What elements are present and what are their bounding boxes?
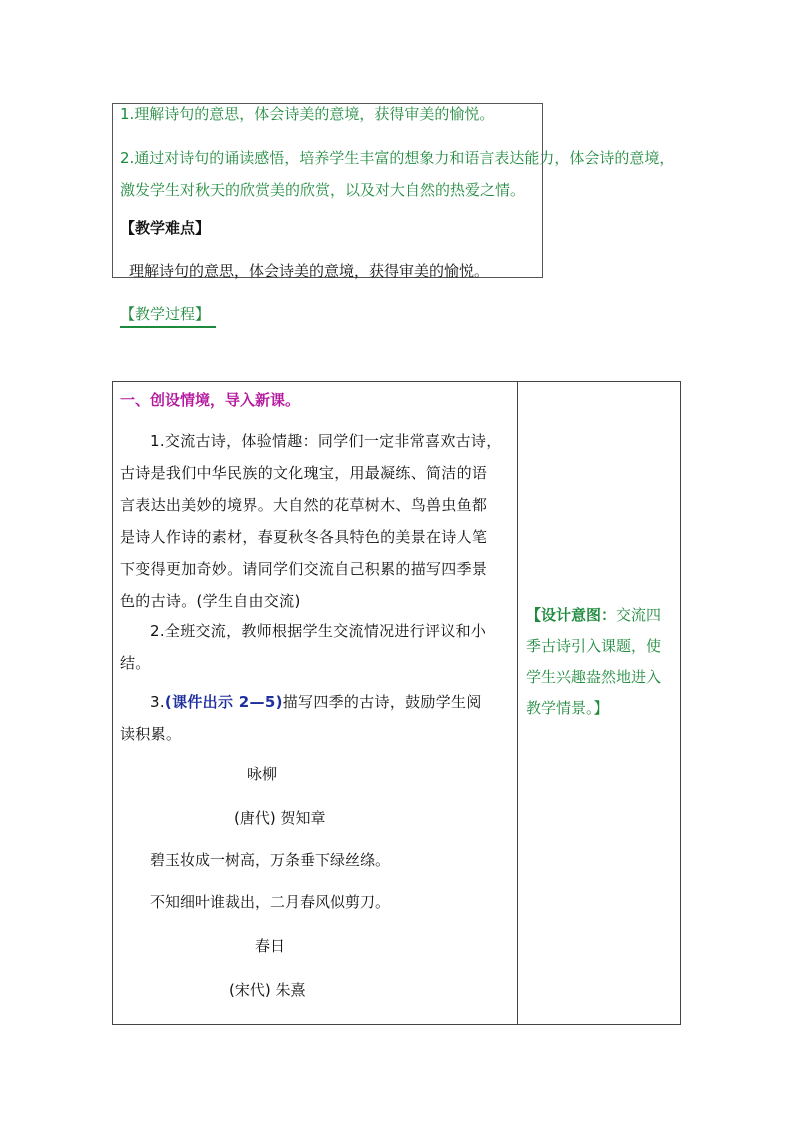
table-column-divider — [517, 381, 518, 1025]
step-3-number: 3. — [150, 693, 165, 711]
design-intent-line: 教学情景。】 — [526, 699, 609, 717]
courseware-reference: (课件出示 2—5) — [164, 693, 283, 711]
step-1-paragraph — [120, 425, 502, 617]
design-intent-label: 【设计意图： — [526, 606, 617, 624]
step-3-paragraph — [120, 686, 482, 750]
process-heading: 【教学过程】 — [120, 304, 216, 328]
poem-1-title: 咏柳 — [247, 765, 278, 783]
objective-item-2-line1: 2.通过对诗句的诵读感悟，培养学生丰富的想象力和语言表达能力，体会诗的意境， — [120, 149, 675, 167]
step-1-line: 是诗人作诗的素材，春夏秋冬各具特色的美景在诗人笔 — [120, 528, 488, 546]
design-intent-line: 【设计意图：交流四 — [526, 606, 662, 624]
poem-2-title: 春日 — [255, 937, 286, 955]
objective-item-2-line2: 激发学生对秋天的欣赏美的欣赏，以及对大自然的热爱之情。 — [120, 181, 526, 199]
poem-1-line-2: 不知细叶谁裁出，二月春风似剪刀。 — [150, 893, 391, 911]
step-1-line: 色的古诗。(学生自由交流) — [120, 592, 301, 610]
step-3-text: 描写四季的古诗，鼓励学生阅 — [282, 693, 482, 711]
design-intent-note — [526, 600, 661, 724]
step-1-line: 古诗是我们中华民族的文化瑰宝，用最凝练、简洁的语 — [120, 464, 488, 482]
poem-1-line-1: 碧玉妆成一树高，万条垂下绿丝绦。 — [150, 851, 391, 869]
difficulty-heading: 【教学难点】 — [120, 219, 211, 237]
design-intent-line: 学生兴趣盎然地进入 — [526, 668, 662, 686]
step-1-line: 言表达出美妙的境界。大自然的花草树木、鸟兽虫鱼都 — [120, 496, 488, 514]
step-3-line1 — [120, 686, 482, 718]
objective-item-1: 1.理解诗句的意思，体会诗美的意境，获得审美的愉悦。 — [120, 105, 495, 123]
poem-1-author: (唐代) 贺知章 — [234, 809, 326, 827]
design-intent-line: 季古诗引入课题，使 — [526, 637, 662, 655]
step-3-line2: 读积累。 — [120, 725, 182, 743]
step-2-line: 结。 — [120, 654, 151, 672]
poem-2-author: (宋代) 朱熹 — [229, 981, 306, 999]
difficulty-text: 理解诗句的意思，体会诗美的意境，获得审美的愉悦。 — [129, 262, 490, 280]
objective-item-2 — [120, 142, 674, 206]
step-1-line: 下变得更加奇妙。请同学们交流自己积累的描写四季景 — [120, 560, 488, 578]
section-1-title: 一、创设情境，导入新课。 — [120, 391, 301, 409]
step-2-paragraph — [120, 615, 486, 679]
step-1-line: 1.交流古诗，体验情趣：同学们一定非常喜欢古诗， — [150, 432, 502, 450]
step-2-line: 2.全班交流，教师根据学生交流情况进行评议和小 — [150, 622, 487, 640]
